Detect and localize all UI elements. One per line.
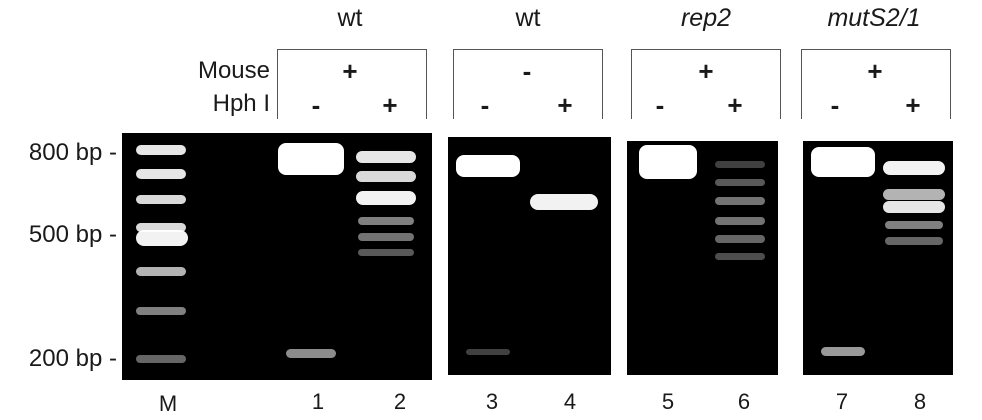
lane-8-band [885, 237, 943, 245]
hph-sign-lane-1: - [311, 90, 321, 120]
lane-6-band [715, 235, 765, 243]
lane-7-band [811, 147, 875, 177]
marker-band [136, 307, 186, 315]
lane-3-band [456, 155, 520, 177]
lane-label-4: 4 [563, 389, 577, 414]
lane-label-1: 1 [311, 389, 325, 414]
lane-7-band [821, 347, 865, 356]
gel-panel-2 [448, 137, 611, 375]
hph-sign-lane-5: - [655, 90, 665, 120]
lane-6-band [715, 161, 765, 168]
size-marker-200: 200 bp - [28, 345, 117, 372]
lane-6-band [715, 197, 765, 205]
hph-sign-lane-3: - [480, 90, 490, 120]
size-marker-500: 500 bp - [28, 221, 117, 248]
marker-band [136, 355, 186, 363]
lane-2-band [356, 171, 416, 182]
mouse-row-label: Mouse [197, 57, 270, 84]
lane-2-band [358, 249, 414, 256]
marker-band [136, 145, 186, 155]
lane-4-band [530, 194, 598, 210]
marker-band [136, 267, 186, 276]
lane-label-8: 8 [913, 389, 927, 414]
lane-label-5: 5 [661, 389, 675, 414]
lane-6-band [715, 217, 765, 225]
marker-band [136, 169, 186, 179]
lane-1-band [278, 143, 344, 175]
hph-sign-lane-6: + [727, 90, 743, 120]
sample-label-4: mutS2/1 [827, 4, 921, 32]
mouse-sign-4: + [867, 56, 883, 86]
gel-panel-3 [627, 141, 778, 375]
lane-8-band [885, 221, 943, 229]
lane-8-band [883, 161, 945, 175]
mouse-sign-1: + [342, 56, 358, 86]
lane-1-band [286, 349, 336, 358]
gel-panel-4 [803, 141, 953, 375]
hph-row-label: Hph I [212, 90, 270, 117]
sample-label-3: rep2 [680, 4, 732, 32]
hph-sign-lane-4: + [557, 90, 573, 120]
lane-5-band [639, 145, 697, 179]
lane-label-m: M [158, 391, 178, 416]
hph-sign-lane-2: + [382, 90, 398, 120]
gel-panel-1 [122, 133, 432, 380]
lane-label-6: 6 [737, 389, 751, 414]
lane-2-band [356, 151, 416, 163]
lane-label-3: 3 [485, 389, 499, 414]
lane-6-band [715, 253, 765, 260]
marker-band [136, 195, 186, 204]
lane-label-7: 7 [835, 389, 849, 414]
mouse-sign-3: + [698, 56, 714, 86]
lane-2-band [358, 233, 414, 241]
lane-2-band [358, 217, 414, 225]
sample-label-2: wt [515, 4, 541, 32]
hph-sign-lane-7: - [830, 90, 840, 120]
lane-8-band [883, 189, 945, 200]
lane-2-band [356, 191, 416, 205]
lane-6-band [715, 179, 765, 186]
marker-band [136, 230, 188, 246]
lane-8-band [883, 201, 945, 213]
sample-label-1: wt [337, 4, 363, 32]
hph-sign-lane-8: + [905, 90, 921, 120]
mouse-sign-2: - [522, 56, 532, 86]
lane-label-2: 2 [393, 389, 407, 414]
size-marker-800: 800 bp - [28, 139, 117, 166]
lane-3-band [466, 349, 510, 355]
